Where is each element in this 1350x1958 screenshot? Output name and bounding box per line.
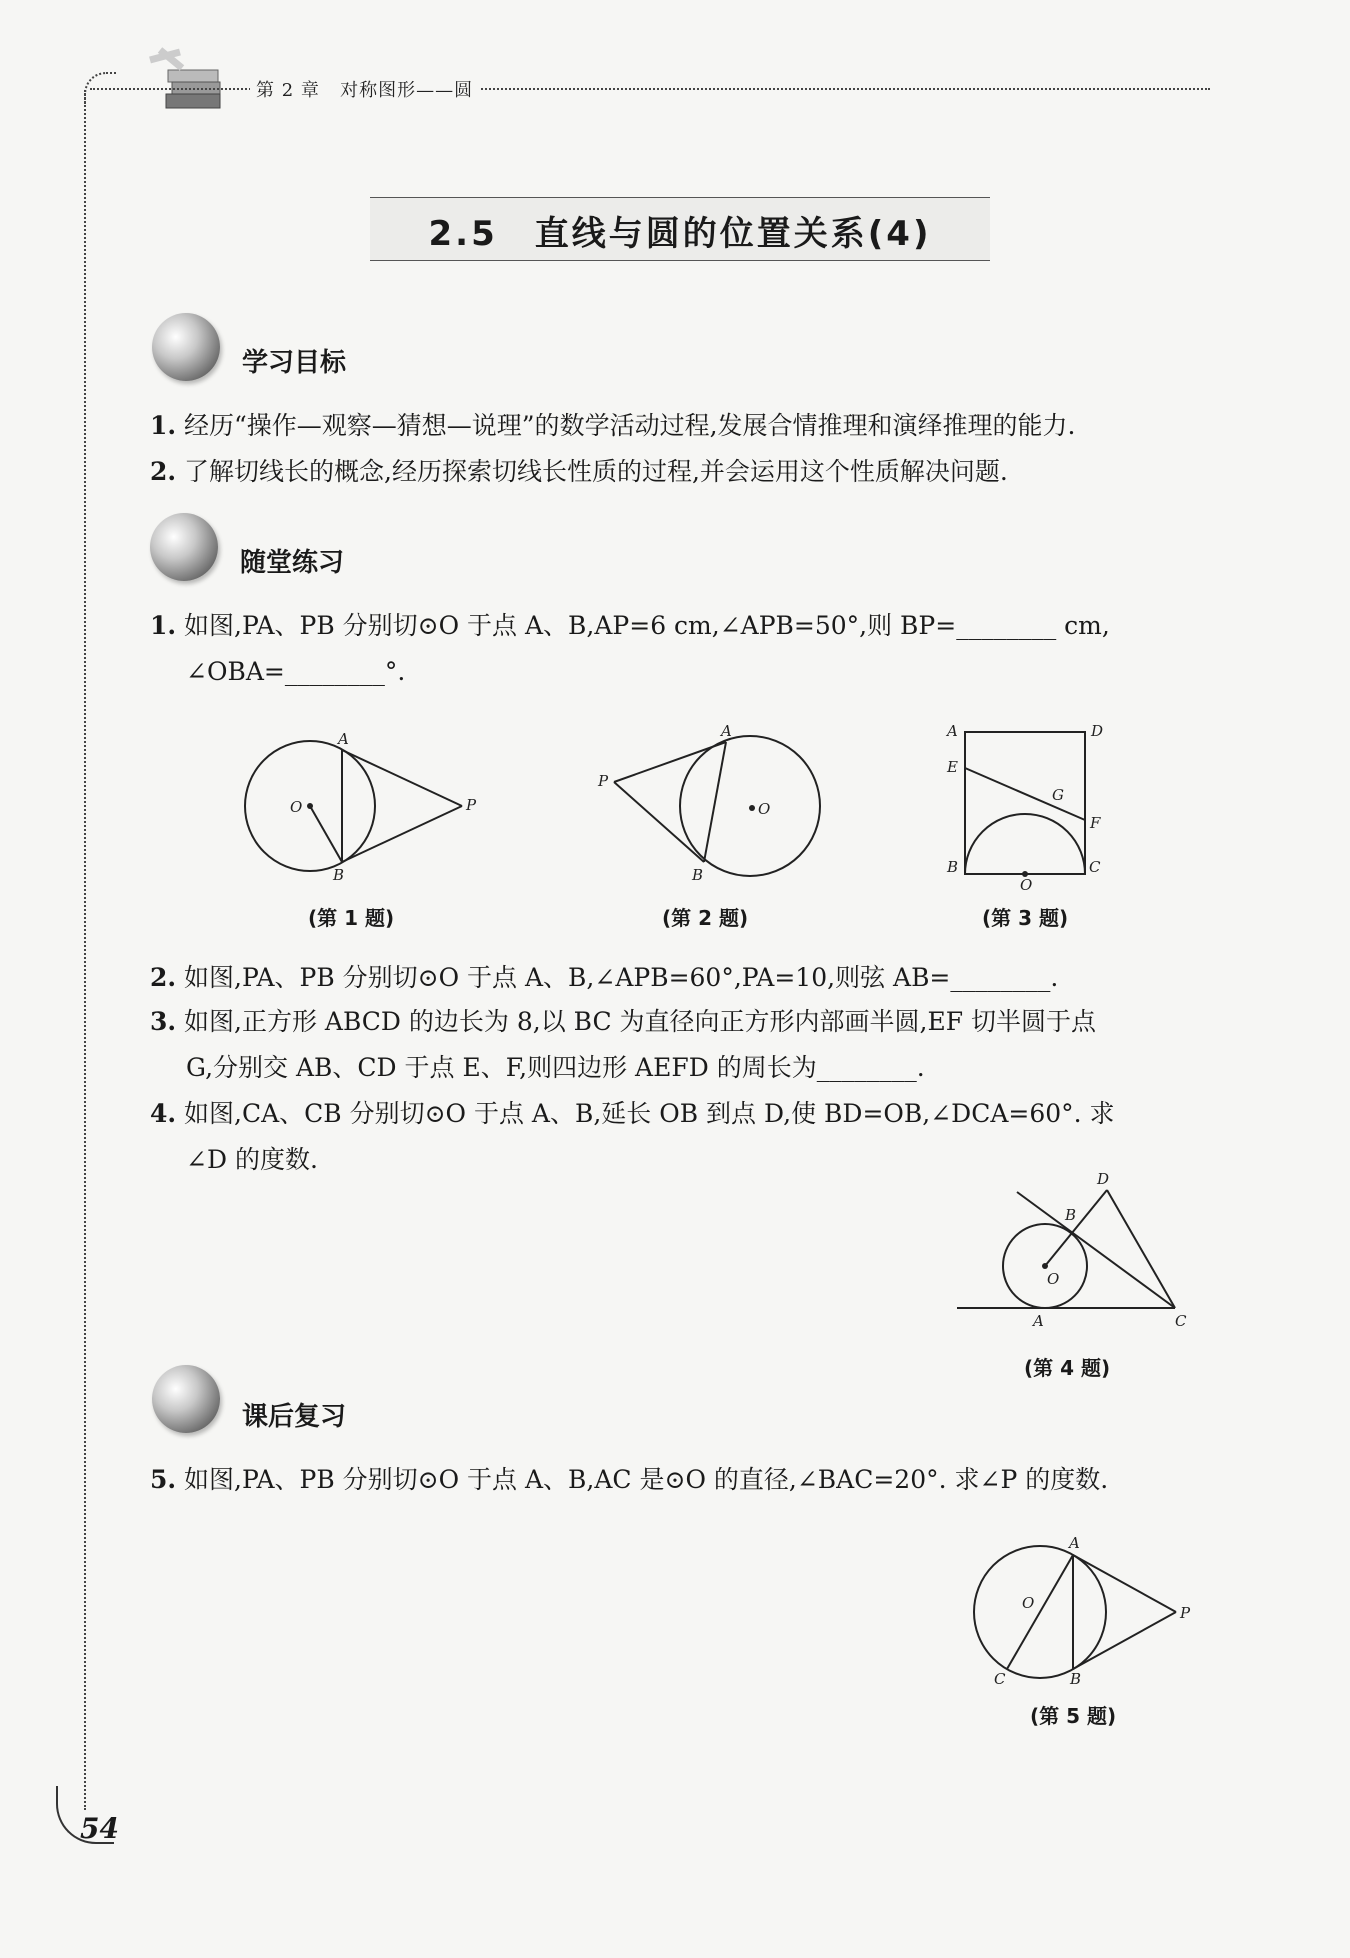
page-number: 54 <box>80 1812 119 1845</box>
fig5-label-c: C <box>994 1670 1006 1688</box>
fig2-label-o: O <box>758 800 771 818</box>
fig3-label-f: F <box>1090 814 1101 832</box>
fig4-line-od <box>1045 1190 1107 1266</box>
header-label <box>250 76 479 102</box>
fig5-diameter-ac <box>1007 1555 1073 1669</box>
fig3-label-a: A <box>947 722 958 740</box>
fig5-label-b: B <box>1070 1670 1082 1688</box>
goal-2 <box>150 454 1008 490</box>
q5-text: 如图,PA、PB 分别切⊙O 于点 A、B,AC 是⊙O 的直径,∠BAC=20°. 求∠P 的度数. <box>184 1465 1109 1494</box>
figure-1-caption: (第 1 题) <box>308 906 395 930</box>
question-2 <box>150 960 1058 996</box>
question-4-line1 <box>150 1096 1115 1132</box>
fig3-label-d: D <box>1091 722 1104 740</box>
chapter-number: 第 2 章 <box>256 80 320 101</box>
question-3-line2: G,分别交 AB、CD 于点 E、F,则四边形 AEFD 的周长为________. <box>186 1053 925 1082</box>
fig4-label-d: D <box>1097 1170 1110 1188</box>
q3-text-1: 如图,正方形 ABCD 的边长为 8,以 BC 为直径向正方形内部画半圆,EF 切半圆于点 <box>184 1007 1097 1036</box>
header-corner <box>84 72 116 104</box>
question-3-line1 <box>150 1004 1096 1040</box>
fig5-tangent-pb <box>1073 1612 1176 1669</box>
fig4-label-a: A <box>1033 1312 1044 1330</box>
q2-text: 如图,PA、PB 分别切⊙O 于点 A、B,∠APB=60°,PA=10,则弦 AB=________. <box>184 963 1059 992</box>
goal-2-num: 2. <box>150 457 177 486</box>
fig3-label-c: C <box>1089 858 1101 876</box>
question-4-line2: ∠D 的度数. <box>186 1145 318 1174</box>
figure-2-caption: (第 2 题) <box>662 906 749 930</box>
goal-1-num: 1. <box>150 411 177 440</box>
question-5 <box>150 1462 1108 1498</box>
q3-num: 3. <box>150 1007 177 1036</box>
fig4-label-o: O <box>1047 1270 1060 1288</box>
figure-2 <box>590 720 840 890</box>
goal-1-text: 经历“操作—观察—猜想—说理”的数学活动过程,发展合情推理和演绎推理的能力. <box>184 411 1076 440</box>
page-title: 2.5 直线与圆的位置关系(4) <box>428 214 932 254</box>
fig2-label-b: B <box>692 866 704 884</box>
books-icon <box>140 40 250 120</box>
fig2-tangent-pa <box>614 742 726 782</box>
q1-text-1: 如图,PA、PB 分别切⊙O 于点 A、B,AP=6 cm,∠APB=50°,则 BP=________ cm, <box>184 611 1110 640</box>
section-globe-icon <box>152 1365 220 1433</box>
fig3-label-g: G <box>1052 786 1064 804</box>
section-globe-icon <box>152 313 220 381</box>
fig2-tangent-pb <box>614 782 704 862</box>
question-1-line1 <box>150 608 1110 644</box>
fig1-label-b: B <box>333 866 345 884</box>
fig3-tangent-ef <box>965 768 1085 820</box>
fig4-label-c: C <box>1175 1312 1187 1330</box>
q4-text-1: 如图,CA、CB 分别切⊙O 于点 A、B,延长 OB 到点 D,使 BD=OB,∠DCA=60°. 求 <box>184 1099 1115 1128</box>
fig1-center-dot <box>307 803 313 809</box>
figure-3 <box>935 720 1135 895</box>
figure-5 <box>960 1528 1200 1688</box>
figure-3-caption: (第 3 题) <box>982 906 1069 930</box>
margin-rule <box>84 90 86 1810</box>
fig4-label-b: B <box>1065 1206 1077 1224</box>
section-globe-icon <box>150 513 218 581</box>
fig2-chord-ab <box>704 742 726 862</box>
fig3-semicircle <box>965 814 1085 874</box>
q1-num: 1. <box>150 611 177 640</box>
fig3-label-b: B <box>947 858 959 876</box>
fig5-label-o: O <box>1022 1594 1035 1612</box>
goal-2-text: 了解切线长的概念,经历探索切线长性质的过程,并会运用这个性质解决问题. <box>184 457 1008 486</box>
fig5-label-a: A <box>1069 1534 1080 1552</box>
figure-4 <box>955 1170 1195 1335</box>
q4-num: 4. <box>150 1099 177 1128</box>
fig2-label-a: A <box>721 722 732 740</box>
fig3-square <box>965 732 1085 874</box>
chapter-title: 对称图形——圆 <box>340 80 474 101</box>
review-heading: 课后复习 <box>242 1402 347 1432</box>
fig5-label-p: P <box>1180 1604 1191 1622</box>
fig5-tangent-pa <box>1073 1555 1176 1612</box>
fig1-label-o: O <box>290 798 303 816</box>
fig1-label-p: P <box>466 796 477 814</box>
goals-heading: 学习目标 <box>242 348 347 378</box>
question-1-line2: ∠OBA=________°. <box>186 657 406 686</box>
practice-heading: 随堂练习 <box>240 548 345 578</box>
fig4-center-dot <box>1042 1263 1048 1269</box>
fig4-tangent-cb <box>1017 1192 1175 1308</box>
fig4-line-dc <box>1107 1190 1175 1308</box>
fig3-label-e: E <box>947 758 958 776</box>
figure-1 <box>230 720 490 890</box>
figure-4-caption: (第 4 题) <box>1024 1356 1111 1380</box>
q2-num: 2. <box>150 963 177 992</box>
fig3-label-o: O <box>1020 876 1033 894</box>
fig2-label-p: P <box>598 772 609 790</box>
fig1-tangent-pb <box>342 806 462 862</box>
q5-num: 5. <box>150 1465 177 1494</box>
figure-5-caption: (第 5 题) <box>1030 1704 1117 1728</box>
fig1-label-a: A <box>338 730 349 748</box>
fig1-tangent-pa <box>342 750 462 806</box>
fig2-center-dot <box>749 805 755 811</box>
goal-1 <box>150 408 1075 444</box>
fig1-radius-ob <box>310 806 342 862</box>
